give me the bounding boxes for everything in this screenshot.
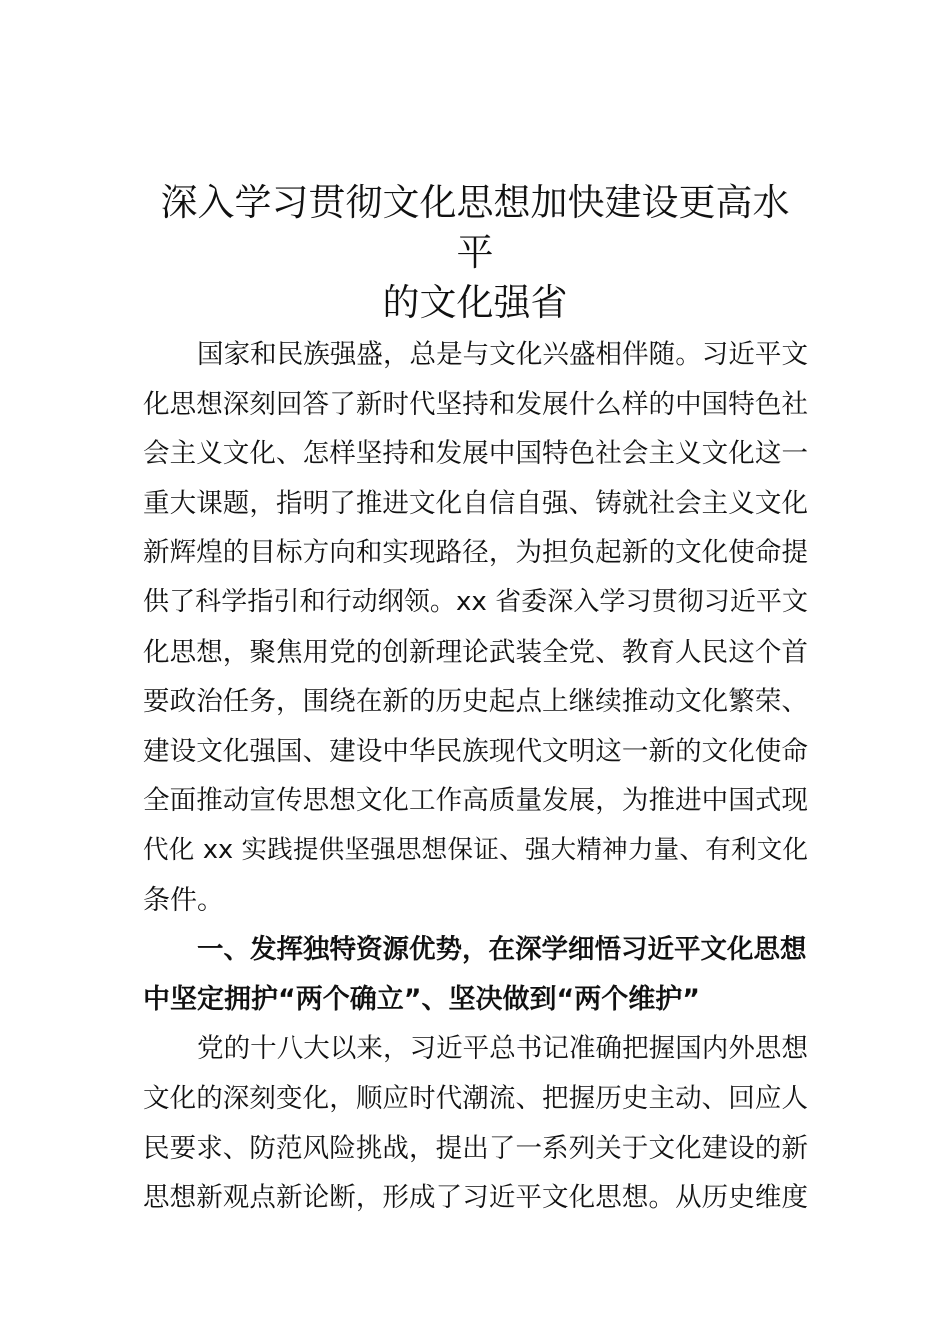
paragraph-line: 化思想，聚焦用党的创新理论武装全党、教育人民这个首 (143, 636, 808, 668)
paragraph-line: 重大课题，指明了推进文化自信自强、铸就社会主义文化 (143, 487, 808, 519)
paragraph-line: 条件。 (143, 884, 224, 916)
title-line-2: 的文化强省 (382, 281, 568, 324)
section-heading-line: 一、发挥独特资源优势，在深学细悟习近平文化思想 (197, 934, 807, 966)
paragraph-line: 思想新观点新论断，形成了习近平文化思想。从历史维度 (143, 1182, 808, 1214)
paragraph-line: 化思想深刻回答了新时代坚持和发展什么样的中国特色社 (143, 388, 808, 420)
paragraph-line: 文化的深刻变化，顺应时代潮流、把握历史主动、回应人 (143, 1082, 808, 1114)
title-line-1: 深入学习贯彻文化思想加快建设更高水平 (160, 181, 790, 274)
paragraph-line: 全面推动宣传思想文化工作高质量发展，为推进中国式现 (143, 785, 808, 817)
paragraph-line: 新辉煌的目标方向和实现路径，为担负起新的文化使命提 (143, 537, 808, 569)
paragraph-line: 代化 xx 实践提供坚强思想保证、强大精神力量、有利文化 (143, 834, 808, 865)
paragraph-line: 供了科学指引和行动纲领。xx 省委深入学习贯彻习近平文 (143, 586, 808, 617)
paragraph-line: 建设文化强国、建设中华民族现代文明这一新的文化使命 (143, 735, 808, 767)
paragraph-line: 会主义文化、怎样坚持和发展中国特色社会主义文化这一 (143, 438, 808, 470)
document-body (143, 330, 808, 1223)
paragraph-line: 党的十八大以来，习近平总书记准确把握国内外思想 (197, 1033, 808, 1065)
document-title (150, 178, 800, 328)
section-heading-line: 中坚定拥护“两个确立”、坚决做到“两个维护” (143, 983, 700, 1015)
paragraph-line: 要政治任务，围绕在新的历史起点上继续推动文化繁荣、 (143, 686, 808, 718)
paragraph-line: 民要求、防范风险挑战，提出了一系列关于文化建设的新 (143, 1132, 808, 1164)
paragraph-line: 国家和民族强盛，总是与文化兴盛相伴随。习近平文 (197, 339, 808, 370)
